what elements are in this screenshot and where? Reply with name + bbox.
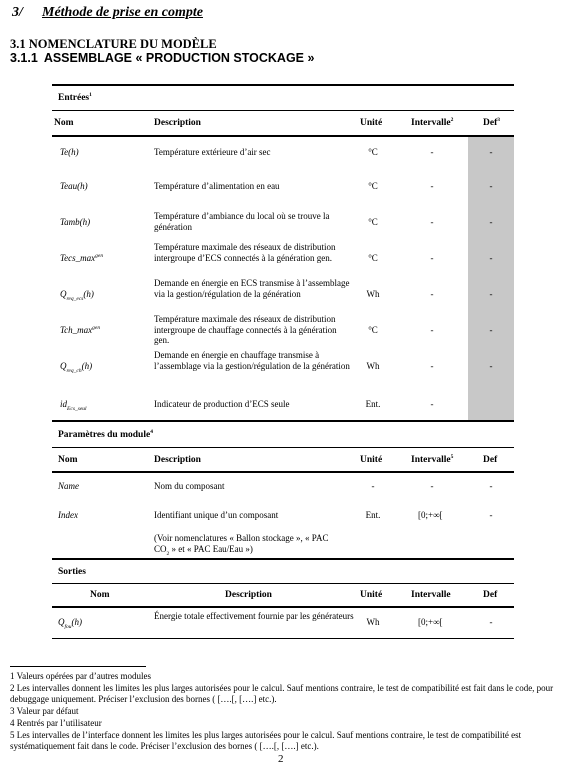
- section-heading: [12, 5, 203, 21]
- parametres-row-unite: Ent.: [365, 510, 381, 520]
- col-header-unite: Unité: [360, 590, 383, 600]
- parametres-row-def: -: [489, 481, 493, 491]
- entrees-row-nom: $Tecs\_\max^{gen}$: [60, 253, 104, 263]
- entrees-row-description: Demande en énergie en chauffage transmise à l’assemblage via la gestion/régulation de la génération: [154, 350, 350, 371]
- entrees-row-intervalle: -: [430, 253, 434, 263]
- entrees-row-unite: °C: [368, 181, 378, 191]
- entrees-row-description: Température d’ambiance du local où se trouve la génération: [154, 211, 330, 232]
- entrees-row-def: -: [489, 325, 493, 335]
- entrees-row-def: -: [489, 253, 493, 263]
- parametres-note: (Voir nomenclatures « Ballon stockage », « PAC $CO_2$ » et « PAC Eau/Eau »): [154, 533, 329, 557]
- entrees-row-nom: Teau(h): [60, 181, 88, 191]
- parametres-row-def: -: [489, 510, 493, 520]
- col-header-unite: Unité: [360, 118, 383, 128]
- footnote: 3 Valeur par défaut: [10, 706, 79, 716]
- entrees-row-description: Demande en énergie en ECS transmise à l’assemblage via la gestion/régulation de la génération: [154, 278, 350, 299]
- table-rule: [52, 583, 514, 584]
- col-header-intervalle: Intervalle: [411, 590, 451, 600]
- heading-3-1-1-number: 3.1.1: [10, 51, 38, 65]
- footnote: 4 Rentrés par l’utilisateur: [10, 718, 102, 728]
- entrees-row-nom: Te(h): [60, 147, 79, 157]
- table-rule: [52, 558, 514, 560]
- col-header-description: Description: [154, 455, 201, 465]
- entrees-row-unite: °C: [368, 147, 378, 157]
- footnote: 1 Valeurs opérées par d’autres modules: [10, 671, 152, 681]
- footnote: 5 Les intervalles de l’interface donnent les limites les plus larges autorisées pour le calcul. Sauf mentions contraire, le test de compatibilité est systématiquement fait dans le code. Préciser l’exclusion des bornes ( [….[, [….] etc.).: [10, 730, 522, 751]
- table-rule: [52, 84, 514, 86]
- entrees-row-def: -: [489, 289, 493, 299]
- entrees-row-unite: Ent.: [365, 399, 381, 409]
- section-title: Méthode de prise en compte: [42, 5, 203, 20]
- entrees-row-intervalle: -: [430, 147, 434, 157]
- entrees-row-intervalle: -: [430, 217, 434, 227]
- table-rule: [52, 447, 514, 448]
- entrees-row-intervalle: -: [430, 181, 434, 191]
- col-header-def: Def: [483, 590, 498, 600]
- sorties-row-intervalle: [0;+∞[: [418, 617, 443, 627]
- sorties-row-nom: $Q_{fou}(h)$: [58, 617, 83, 630]
- entrees-row-def: -: [489, 147, 493, 157]
- col-header-nom: Nom: [54, 118, 74, 128]
- sorties-title: Sorties: [58, 567, 86, 577]
- table-rule: [52, 135, 514, 137]
- table-rule: [52, 606, 514, 608]
- entrees-row-def: -: [489, 361, 493, 371]
- entrees-row-intervalle: -: [430, 361, 434, 371]
- parametres-title: Paramètres du module$^4$: [58, 428, 153, 440]
- table-rule: [52, 110, 514, 111]
- entrees-row-nom: Tamb(h): [60, 217, 91, 227]
- entrees-row-intervalle: -: [430, 399, 434, 409]
- parametres-row-intervalle: -: [430, 481, 434, 491]
- entrees-title: Entrées$^1$: [58, 91, 92, 103]
- entrees-row-nom: $id_{Ecs\_seul}$: [60, 399, 87, 412]
- parametres-row-intervalle: [0;+∞[: [418, 510, 443, 520]
- entrees-row-nom: $Q_{req\_ecs}(h)$: [60, 289, 94, 302]
- parametres-row-unite: -: [371, 481, 375, 491]
- entrees-row-unite: Wh: [366, 289, 380, 299]
- heading-3-1-1: [10, 51, 314, 65]
- entrees-row-description: Température d’alimentation en eau: [154, 181, 280, 191]
- parametres-row-description: Nom du composant: [154, 481, 225, 491]
- col-header-description: Description: [154, 118, 201, 128]
- parametres-row-nom: Index: [58, 510, 78, 520]
- entrees-row-unite: Wh: [366, 361, 380, 371]
- table-rule: [52, 420, 514, 422]
- col-header-nom: Nom: [58, 455, 78, 465]
- footnote: 2 Les intervalles donnent les limites les plus larges autorisées pour le calcul. Sauf mentions contraire, le test de compatibilité est fait dans le code, pour debuggage uniquement. Préciser l’exclusion des bornes ( [….[, [….] etc.).: [10, 683, 554, 704]
- default-column-shading: [468, 137, 514, 420]
- entrees-row-description: Indicateur de production d’ECS seule: [154, 399, 290, 409]
- col-header-unite: Unité: [360, 455, 383, 465]
- table-rule: [52, 638, 514, 639]
- heading-3-1: 3.1 NOMENCLATURE DU MODÈLE: [10, 37, 217, 51]
- entrees-row-def: -: [489, 217, 493, 227]
- entrees-row-intervalle: -: [430, 289, 434, 299]
- col-header-nom: Nom: [90, 590, 110, 600]
- page-number: 2: [278, 753, 284, 765]
- entrees-row-nom: $Tch\_\max^{gen}$: [60, 325, 101, 335]
- col-header-intervalle: Intervalle$^5$: [411, 453, 454, 465]
- col-header-def: Def$^3$: [483, 116, 500, 128]
- entrees-row-nom: $Q_{req\_ch}(h)$: [60, 361, 93, 374]
- col-header-intervalle: Intervalle$^2$: [411, 116, 454, 128]
- section-number: 3/: [12, 5, 23, 20]
- entrees-row-unite: °C: [368, 253, 378, 263]
- entrees-row-description: Température extérieure d’air sec: [154, 147, 271, 157]
- col-header-def: Def: [483, 455, 498, 465]
- entrees-row-def: -: [489, 181, 493, 191]
- entrees-row-intervalle: -: [430, 325, 434, 335]
- parametres-row-description: Identifiant unique d’un composant: [154, 510, 279, 520]
- table-rule: [52, 471, 514, 473]
- sorties-row-unite: Wh: [366, 617, 380, 627]
- sorties-row-description: Énergie totale effectivement fournie par les générateurs: [154, 611, 354, 621]
- parametres-row-nom: Name: [58, 481, 79, 491]
- entrees-row-unite: °C: [368, 217, 378, 227]
- entrees-row-description: Température maximale des réseaux de distribution intergroupe de chauffage connectés à la génération gen.: [154, 314, 337, 345]
- col-header-description: Description: [225, 590, 272, 600]
- sorties-row-def: -: [489, 617, 493, 627]
- entrees-row-description: Température maximale des réseaux de distribution intergroupe d’ECS connectés à la génération gen.: [154, 242, 336, 263]
- heading-3-1-1-title: ASSEMBLAGE « PRODUCTION STOCKAGE »: [43, 51, 315, 65]
- entrees-row-unite: °C: [368, 325, 378, 335]
- footnote-separator: [10, 666, 146, 667]
